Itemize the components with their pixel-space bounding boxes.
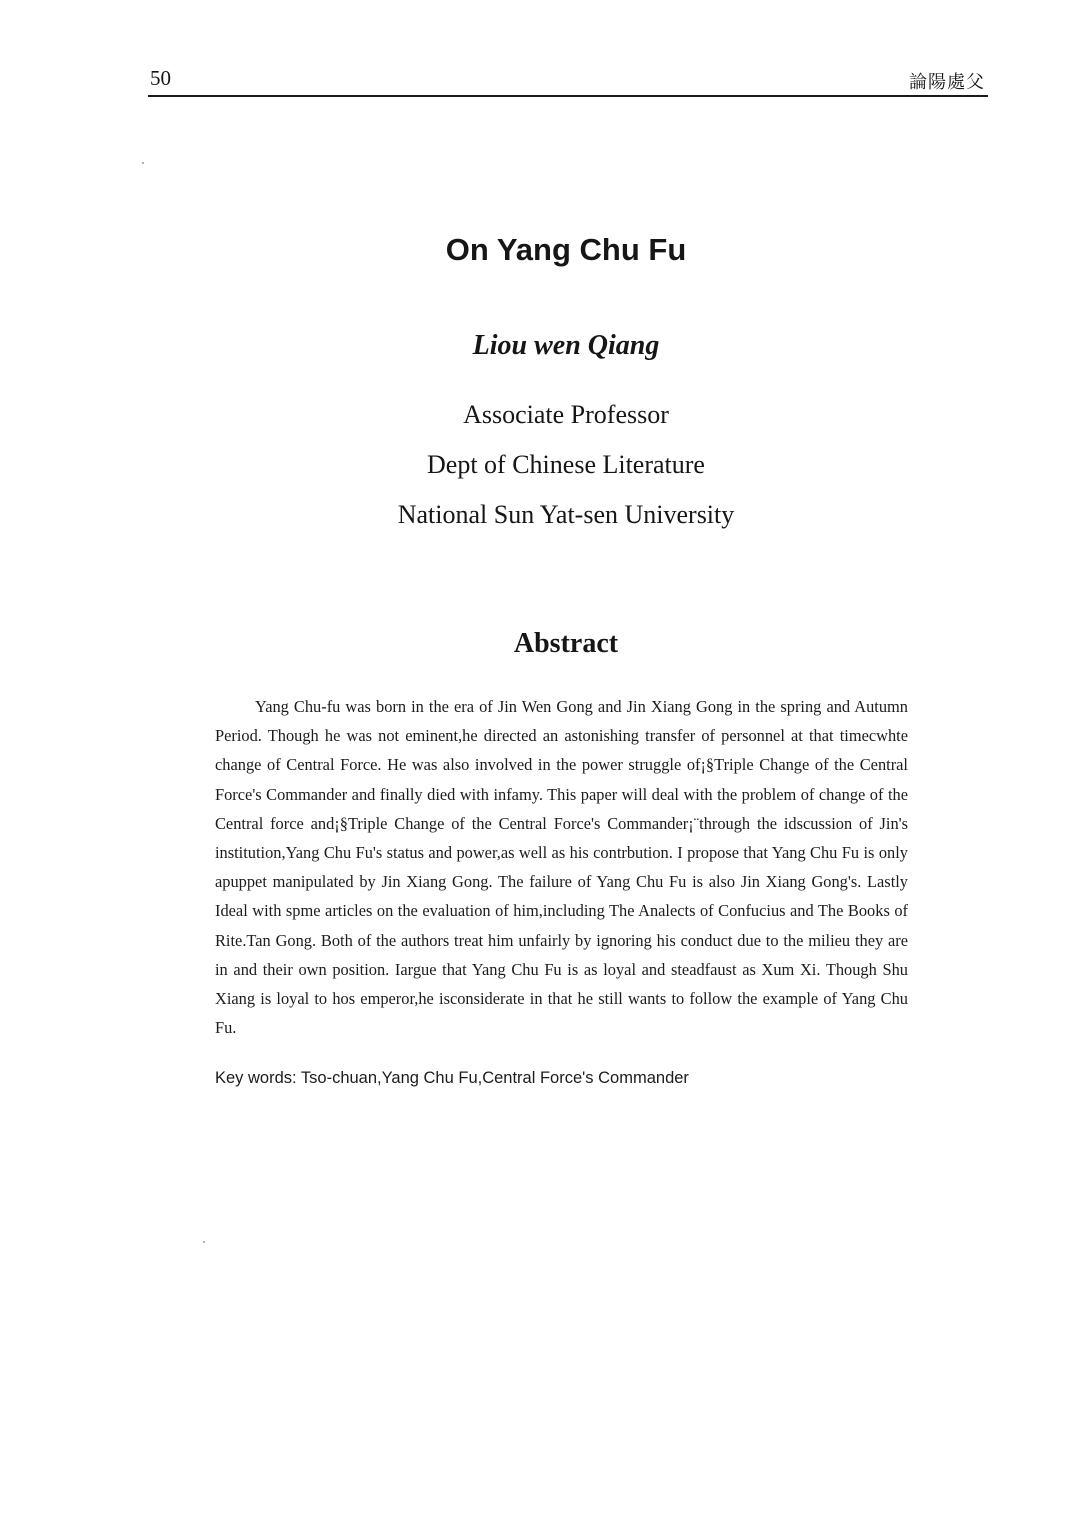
abstract-heading: Abstract [513,628,619,659]
header-rule [148,95,988,97]
affiliation-university: National Sun Yat-sen University [397,500,735,529]
affiliation-position: Associate Professor [463,400,669,429]
author-name: Liou wen Qiang [472,330,660,361]
scan-speck [142,162,144,164]
scan-speck [203,1241,205,1243]
affiliation-department: Dept of Chinese Literature [427,450,705,479]
page-number: 50 [150,66,171,90]
keywords-line: Key words: Tso-chuan,Yang Chu Fu,Central Force's Commander [215,1069,689,1087]
abstract-body: Yang Chu-fu was born in the era of Jin Wen Gong and Jin Xiang Gong in the spring and Autumn Period. Though he was not eminent,he directed an astonishing transfer of personnel at that timecwhte change of Central Force. He was also involved in the power struggle of¡§Triple Change of the Central Force's Commander and finally died with infamy. This paper will deal with the problem of change of the Central force and¡§Triple Change of the Central Force's Commander¡¨through the idscussion of Jin's institution,Yang Chu Fu's status and power,as well as his contrbution. I propose that Yang Chu Fu is only apuppet manipulated by Jin Xiang Gong. The failure of Yang Chu Fu is also Jin Xiang Gong's. Lastly Ideal with spme articles on the evaluation of him,including The Analects of Confucius and The Books of Rite.Tan Gong. Both of the authors treat him unfairly by ignoring his conduct due to the milieu they are in and their own position. Iargue that Yang Chu Fu is as loyal and steadfaust as Xum Xi. Though Shu Xiang is loyal to hos emperor,he isconsiderate in that he still wants to follow the example of Yang Chu Fu. [215,697,908,1038]
paper-title: On Yang Chu Fu [445,232,687,267]
running-head: 論陽處父 [909,72,985,93]
